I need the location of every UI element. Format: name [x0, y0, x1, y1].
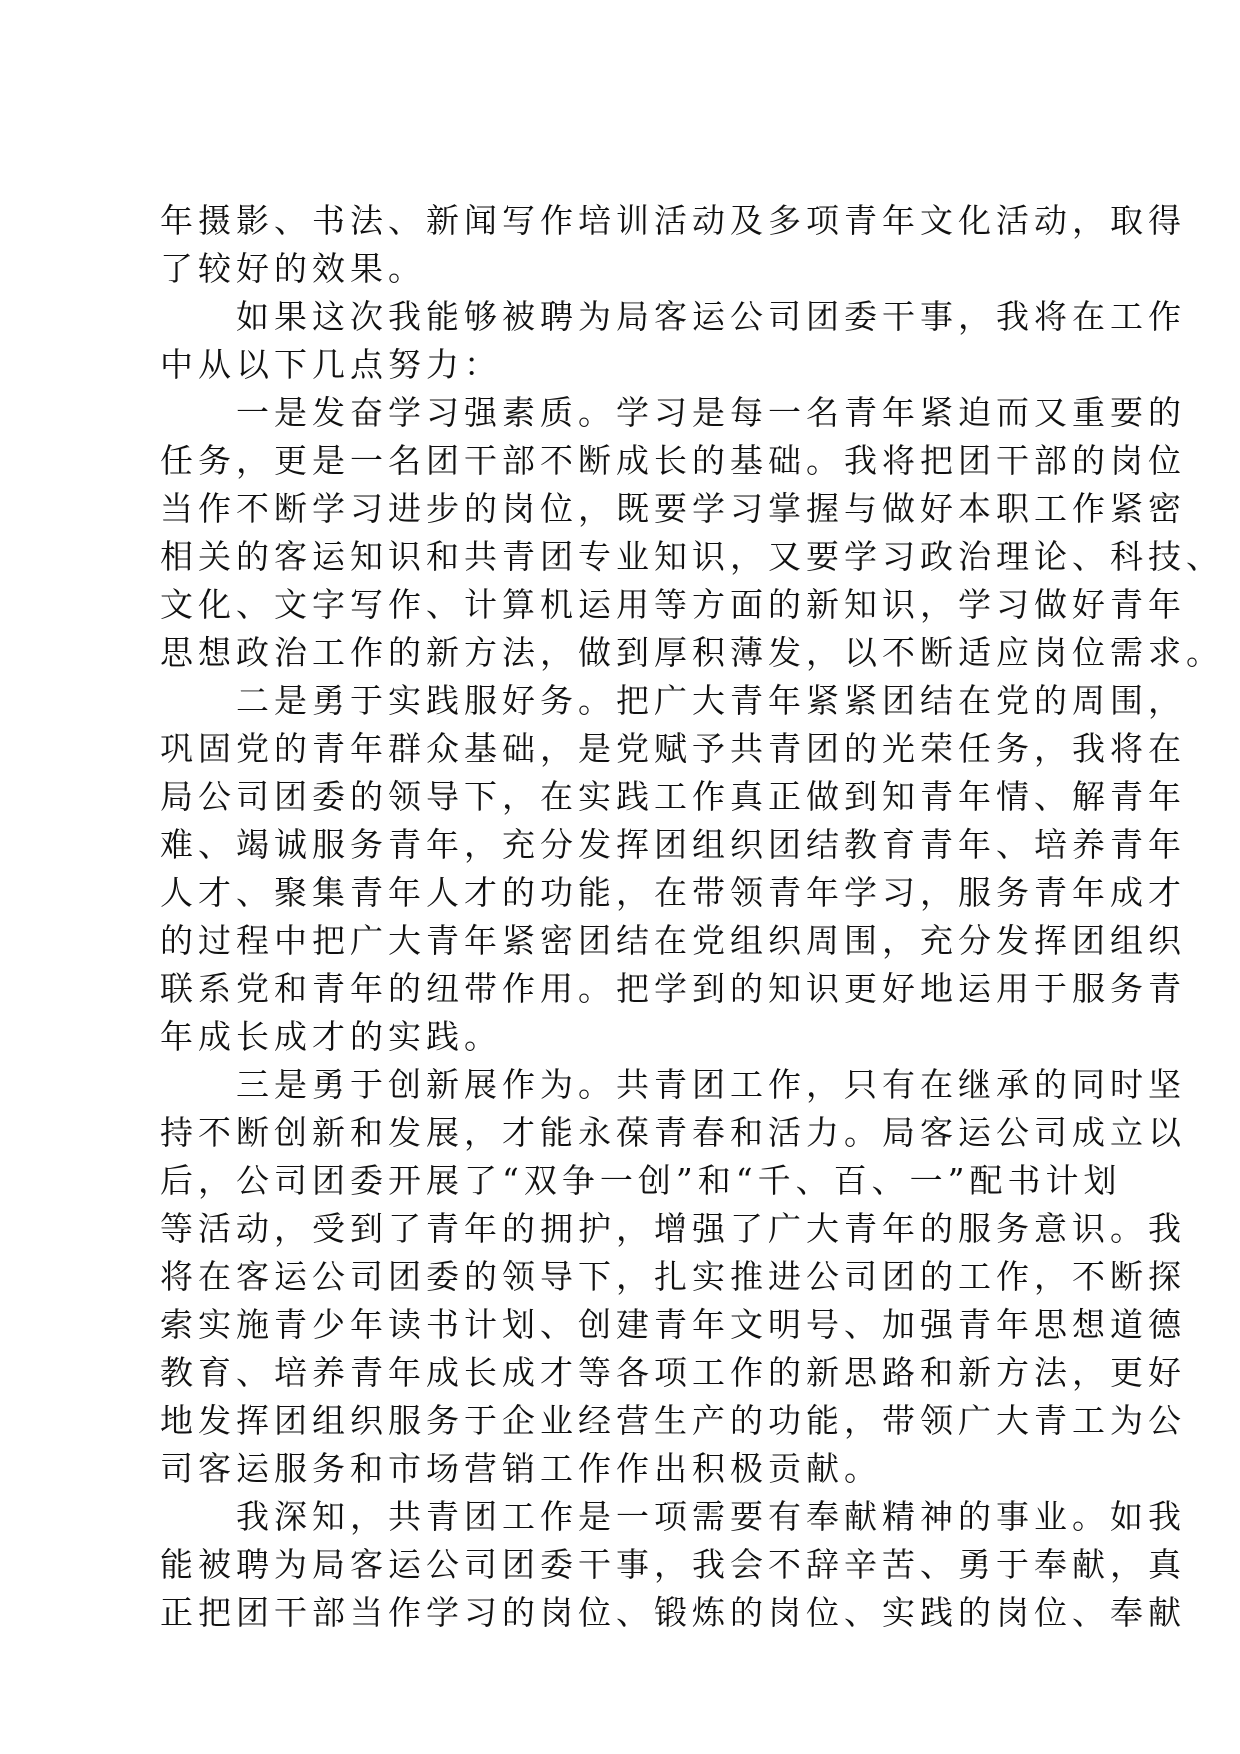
text-line: 任务，更是一名团干部不断成长的基础。我将把团干部的岗位	[160, 441, 1186, 480]
text-line: 地发挥团组织服务于企业经营生产的功能，带领广大青工为公	[160, 1401, 1186, 1440]
text-line: 持不断创新和发展，才能永葆青春和活力。局客运公司成立以	[160, 1113, 1186, 1152]
text-line: 司客运服务和市场营销工作作出积极贡献。	[160, 1449, 882, 1488]
text-line: 局公司团委的领导下，在实践工作真正做到知青年情、解青年	[160, 777, 1186, 816]
text-line: 后，公司团委开展了“双争一创”和“千、百、一”配书计划	[160, 1161, 1122, 1200]
paragraph-start-line: 三是勇于创新展作为。共青团工作，只有在继承的同时坚	[236, 1065, 1186, 1104]
text-line: 了较好的效果。	[160, 249, 426, 288]
text-line: 当作不断学习进步的岗位，既要学习掌握与做好本职工作紧密	[160, 489, 1186, 528]
text-line: 文化、文字写作、计算机运用等方面的新知识，学习做好青年	[160, 585, 1186, 624]
text-line: 巩固党的青年群众基础，是党赋予共青团的光荣任务，我将在	[160, 729, 1186, 768]
text-line: 年成长成才的实践。	[160, 1017, 502, 1056]
text-line: 将在客运公司团委的领导下，扎实推进公司团的工作，不断探	[160, 1257, 1186, 1296]
text-line: 联系党和青年的纽带作用。把学到的知识更好地运用于服务青	[160, 969, 1186, 1008]
paragraph-start-line: 如果这次我能够被聘为局客运公司团委干事，我将在工作	[236, 297, 1186, 336]
text-line: 能被聘为局客运公司团委干事，我会不辞辛苦、勇于奉献，真	[160, 1545, 1186, 1584]
paragraph-start-line: 二是勇于实践服好务。把广大青年紧紧团结在党的周围，	[236, 681, 1186, 720]
text-line: 等活动，受到了青年的拥护，增强了广大青年的服务意识。我	[160, 1209, 1186, 1248]
text-line: 难、竭诚服务青年，充分发挥团组织团结教育青年、培养青年	[160, 825, 1186, 864]
text-line: 人才、聚集青年人才的功能，在带领青年学习，服务青年成才	[160, 873, 1186, 912]
text-line: 中从以下几点努力：	[160, 345, 502, 384]
text-line: 的过程中把广大青年紧密团结在党组织周围，充分发挥团组织	[160, 921, 1186, 960]
text-line: 教育、培养青年成长成才等各项工作的新思路和新方法，更好	[160, 1353, 1186, 1392]
text-line: 相关的客运知识和共青团专业知识，又要学习政治理论、科技、	[160, 537, 1224, 576]
text-line: 年摄影、书法、新闻写作培训活动及多项青年文化活动，取得	[160, 201, 1186, 240]
body-text	[160, 197, 1224, 1637]
paragraph-start-line: 我深知，共青团工作是一项需要有奉献精神的事业。如我	[236, 1497, 1186, 1536]
text-line: 思想政治工作的新方法，做到厚积薄发，以不断适应岗位需求。	[160, 633, 1224, 672]
text-line: 索实施青少年读书计划、创建青年文明号、加强青年思想道德	[160, 1305, 1186, 1344]
paragraph-start-line: 一是发奋学习强素质。学习是每一名青年紧迫而又重要的	[236, 393, 1186, 432]
text-line: 正把团干部当作学习的岗位、锻炼的岗位、实践的岗位、奉献	[160, 1593, 1186, 1632]
